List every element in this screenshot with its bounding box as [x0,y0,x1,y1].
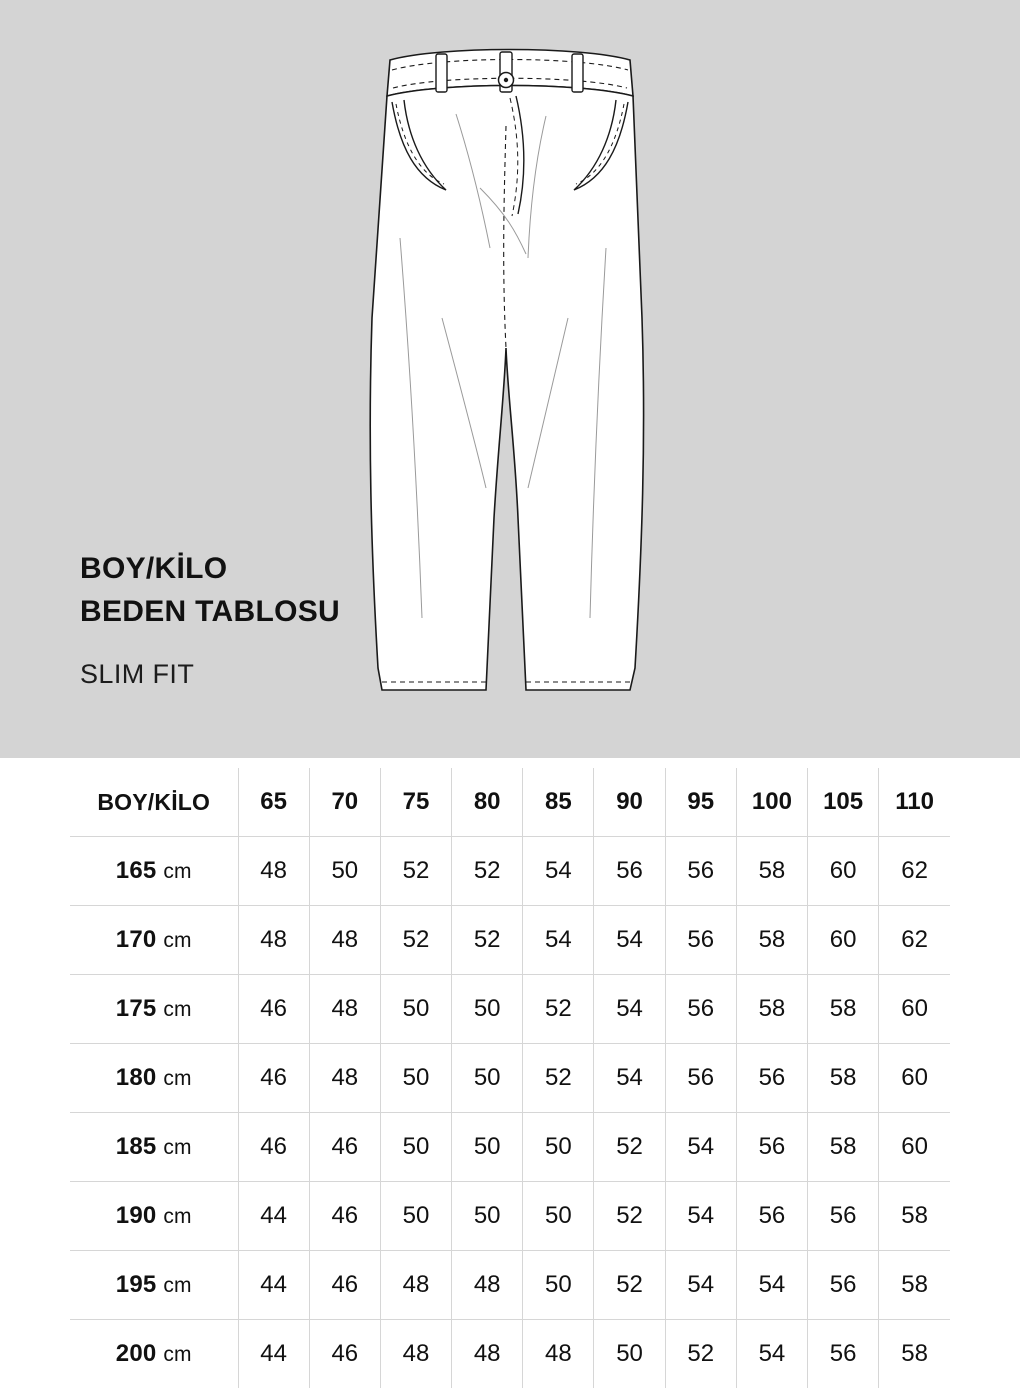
row-header-height: 165 cm [70,837,238,906]
table-cell: 54 [594,1044,665,1113]
table-cell: 56 [665,975,736,1044]
table-cell: 52 [452,906,523,975]
table-cell: 52 [380,837,451,906]
column-header-weight: 100 [736,768,807,837]
column-header-weight: 75 [380,768,451,837]
table-cell: 54 [736,1251,807,1320]
table-cell: 54 [736,1320,807,1388]
table-cell: 60 [808,837,879,906]
page-title-line2: BEDEN TABLOSU [80,591,410,634]
table-row [70,1044,950,1113]
column-header-weight: 105 [808,768,879,837]
table-cell: 48 [309,1044,380,1113]
table-cell: 54 [665,1251,736,1320]
row-header-height: 185 cm [70,1113,238,1182]
table-cell: 58 [808,1044,879,1113]
table-cell: 52 [594,1182,665,1251]
table-row [70,906,950,975]
table-cell: 56 [808,1251,879,1320]
table-cell: 54 [665,1113,736,1182]
table-cell: 48 [238,837,309,906]
table-cell: 54 [523,837,594,906]
table-header-row [70,768,950,837]
table-cell: 60 [879,1113,950,1182]
column-header-weight: 70 [309,768,380,837]
table-cell: 58 [879,1320,950,1388]
table-cell: 60 [808,906,879,975]
table-cell: 46 [309,1182,380,1251]
table-cell: 44 [238,1182,309,1251]
table-cell: 44 [238,1320,309,1388]
row-header-height: 190 cm [70,1182,238,1251]
table-cell: 44 [238,1251,309,1320]
table-cell: 56 [736,1113,807,1182]
table-cell: 52 [380,906,451,975]
table-cell: 54 [594,975,665,1044]
table-cell: 58 [879,1182,950,1251]
table-row [70,1113,950,1182]
table-cell: 50 [452,975,523,1044]
column-header-weight: 110 [879,768,950,837]
table-cell: 50 [523,1113,594,1182]
table-cell: 54 [665,1182,736,1251]
table-cell: 46 [309,1113,380,1182]
hero-text-block [80,548,410,690]
row-header-height: 195 cm [70,1251,238,1320]
column-header-weight: 85 [523,768,594,837]
table-cell: 56 [808,1320,879,1388]
table-row [70,1251,950,1320]
table-cell: 48 [238,906,309,975]
size-table-container [0,758,1020,1388]
table-cell: 50 [523,1251,594,1320]
column-header-weight: 90 [594,768,665,837]
row-header-height: 200 cm [70,1320,238,1388]
table-cell: 56 [665,837,736,906]
table-cell: 48 [309,906,380,975]
table-cell: 56 [665,1044,736,1113]
table-cell: 58 [808,1113,879,1182]
table-cell: 50 [452,1182,523,1251]
table-row [70,1320,950,1388]
table-cell: 48 [452,1320,523,1388]
table-cell: 58 [736,837,807,906]
table-cell: 46 [238,1044,309,1113]
table-cell: 52 [594,1113,665,1182]
table-row [70,837,950,906]
table-row [70,1182,950,1251]
table-cell: 62 [879,837,950,906]
table-cell: 48 [380,1251,451,1320]
row-header-height: 170 cm [70,906,238,975]
table-row [70,975,950,1044]
table-cell: 56 [808,1182,879,1251]
table-cell: 60 [879,975,950,1044]
page-subtitle: SLIM FIT [80,659,410,690]
table-cell: 48 [452,1251,523,1320]
table-cell: 50 [380,1044,451,1113]
table-header [70,768,950,837]
table-cell: 56 [736,1182,807,1251]
table-cell: 46 [238,975,309,1044]
table-cell: 52 [523,1044,594,1113]
table-cell: 58 [879,1251,950,1320]
table-cell: 48 [380,1320,451,1388]
table-cell: 50 [380,975,451,1044]
table-cell: 46 [309,1320,380,1388]
table-cell: 54 [523,906,594,975]
table-cell: 60 [879,1044,950,1113]
table-cell: 48 [523,1320,594,1388]
table-cell: 52 [665,1320,736,1388]
table-cell: 50 [452,1044,523,1113]
table-cell: 50 [380,1113,451,1182]
table-cell: 48 [309,975,380,1044]
page-title-line1: BOY/KİLO [80,548,410,591]
row-header-height: 175 cm [70,975,238,1044]
table-cell: 58 [736,975,807,1044]
table-cell: 50 [309,837,380,906]
table-cell: 58 [736,906,807,975]
table-cell: 54 [594,906,665,975]
table-cell: 52 [452,837,523,906]
column-header-weight: 80 [452,768,523,837]
table-cell: 52 [594,1251,665,1320]
table-cell: 52 [523,975,594,1044]
table-cell: 50 [594,1320,665,1388]
page-title [80,548,410,633]
table-body [70,837,950,1388]
table-cell: 56 [594,837,665,906]
table-cell: 50 [380,1182,451,1251]
table-cell: 56 [665,906,736,975]
table-cell: 50 [523,1182,594,1251]
size-table [70,768,950,1388]
table-cell: 62 [879,906,950,975]
table-cell: 46 [309,1251,380,1320]
table-cell: 50 [452,1113,523,1182]
table-cell: 46 [238,1113,309,1182]
row-header-height: 180 cm [70,1044,238,1113]
table-cell: 56 [736,1044,807,1113]
table-corner-label: BOY/KİLO [70,768,238,837]
table-cell: 58 [808,975,879,1044]
column-header-weight: 95 [665,768,736,837]
column-header-weight: 65 [238,768,309,837]
